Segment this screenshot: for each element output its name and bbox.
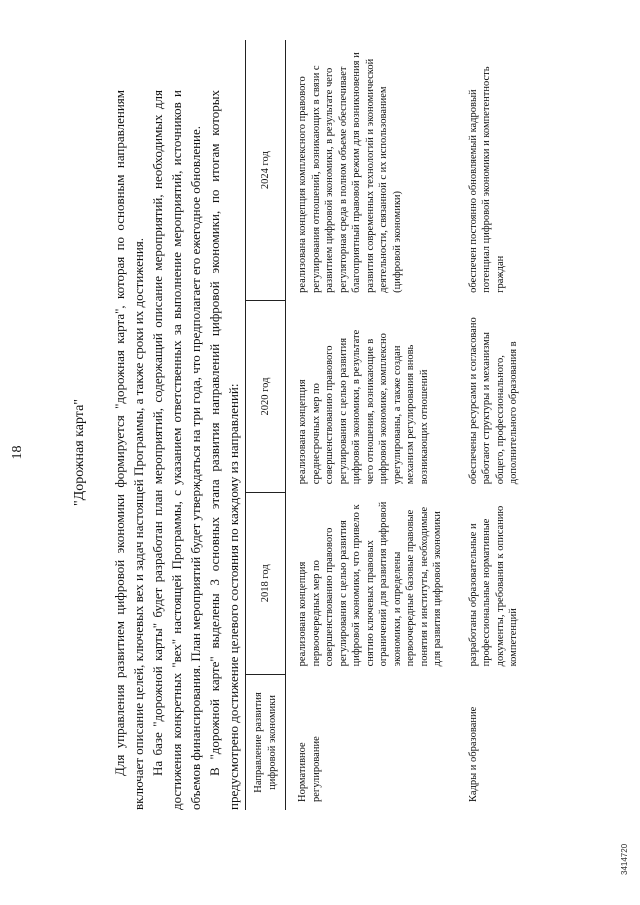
cell-2024: обеспечен постоянно обновляемый кадровый потенциал цифровой экономики и компетентность граждан: [467, 66, 506, 293]
cell-2024: реализована концепция комплексного правового регулирования отношений, возникающих в связи с развитием цифровой экономики, в результате чего регуляторная среда в полном объеме обеспечивает благоприятный правовой режим для возникновения и развития современных технологий и экономической деятельности, связанной с их использованием (цифровой экономики): [297, 52, 403, 293]
cell-direction: Кадры и образование: [467, 706, 479, 802]
header-2024: 2024 год: [246, 40, 286, 301]
cell-2020: обеспечены ресурсами и согласовано работают структуры и механизмы общего, профессионального, дополнительного образования в: [467, 317, 519, 485]
cell-2018: реализована концепция первоочередных мер по совершенствованию правового регулирования с целью развития цифровой экономики, что привело к снятию ключевых правовых ограничений для развития цифровой экономики, и определены первоочередные базовые правовые понятия и институты, необходимые для развития цифровой экономики: [297, 501, 443, 667]
section-title: "Дорожная карта": [72, 398, 87, 507]
paragraph-intro: Для управления развитием цифровой экономики формируется "дорожная карта", которая по основным направлениям включает описание целей, ключевых вех и задач настоящей Программы, а также сроки их достижения.: [112, 90, 146, 810]
roadmap-table: [245, 40, 527, 810]
table-header-row: [246, 40, 286, 810]
paragraph-action-plan: На базе "дорожной карты" будет разработан план мероприятий, содержащий описание мероприятий, необходимых для достижения конкретных "вех" настоящей Программы, с указанием ответственных за выполнение мероприятий, источников и объемов финансирования. План мероприятий будет утверждаться на три года, что предполагает его ежегодное обновление.: [150, 90, 203, 810]
cell-direction: Нормативное регулирование: [297, 736, 322, 802]
paragraph-stages: В "дорожной карте" выделены 3 основных этапа развития направлений цифровой экономики, по итогам которых предусмотрено достижение целевого состояния по каждому из направлений:: [207, 90, 241, 810]
header-direction: Направление развития цифровой экономики: [246, 674, 286, 810]
cell-2018: разработаны образовательные и профессиональные нормативные документы, требования к описанию компетенций: [467, 505, 519, 667]
table-row: [286, 40, 451, 810]
table-row: [451, 40, 527, 810]
cell-2020: реализована концепция среднесрочных мер по совершенствованию правового регулирования с целью развития цифровой экономики, в результате чего отношения, возникающие в цифровой экономике, комплексно урегулированы, а также создан механизм регулирования вновь возникающих отношений: [297, 329, 430, 485]
header-2018: 2018 год: [246, 492, 286, 674]
page-number: 18: [10, 445, 25, 460]
document-id: 3414720: [620, 843, 629, 875]
header-2020: 2020 год: [246, 301, 286, 492]
